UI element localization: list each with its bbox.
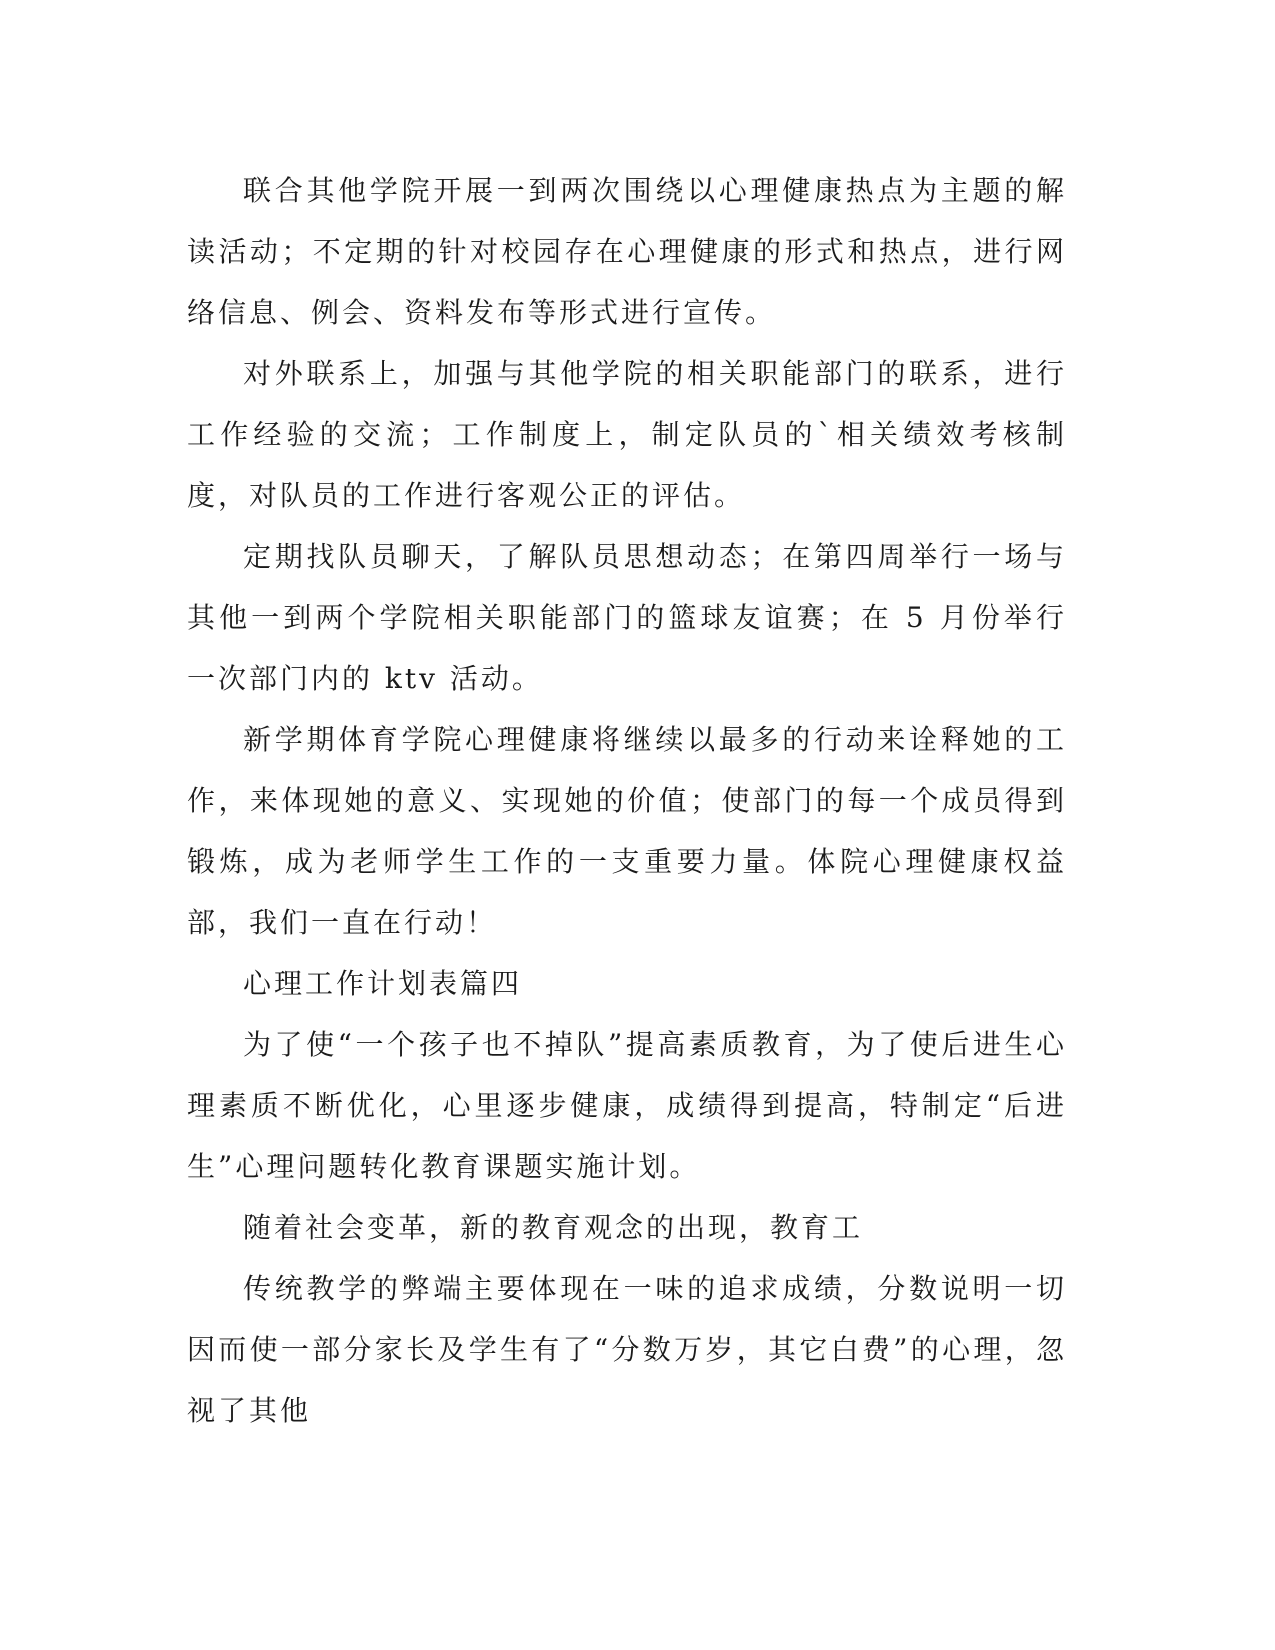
paragraph-6: 随着社会变革，新的教育观念的出现，教育工 (243, 1211, 864, 1244)
document-body (187, 160, 1067, 1441)
section-heading: 心理工作计划表篇四 (243, 967, 523, 1000)
paragraph-4: 新学期体育学院心理健康将继续以最多的行动来诠释她的工作，来体现她的意义、实现她的价值；使部门的每一个成员得到锻炼，成为老师学生工作的一支重要力量。体院心理健康权益部，我们一直在行动！ (187, 723, 1067, 939)
paragraph-3: 定期找队员聊天，了解队员思想动态；在第四周举行一场与其他一到两个学院相关职能部门的篮球友谊赛；在 5 月份举行一次部门内的 ktv 活动。 (187, 540, 1067, 695)
paragraph-7: 传统教学的弊端主要体现在一味的追求成绩，分数说明一切因而使一部分家长及学生有了“分数万岁，其它白费”的心理，忽视了其他 (187, 1272, 1067, 1427)
paragraph-1: 联合其他学院开展一到两次围绕以心理健康热点为主题的解读活动；不定期的针对校园存在心理健康的形式和热点，进行网络信息、例会、资料发布等形式进行宣传。 (187, 174, 1067, 329)
paragraph-2: 对外联系上，加强与其他学院的相关职能部门的联系，进行工作经验的交流；工作制度上，制定队员的`相关绩效考核制度，对队员的工作进行客观公正的评估。 (187, 357, 1067, 512)
paragraph-5: 为了使“一个孩子也不掉队”提高素质教育，为了使后进生心理素质不断优化，心里逐步健康，成绩得到提高，特制定“后进生”心理问题转化教育课题实施计划。 (187, 1028, 1067, 1183)
